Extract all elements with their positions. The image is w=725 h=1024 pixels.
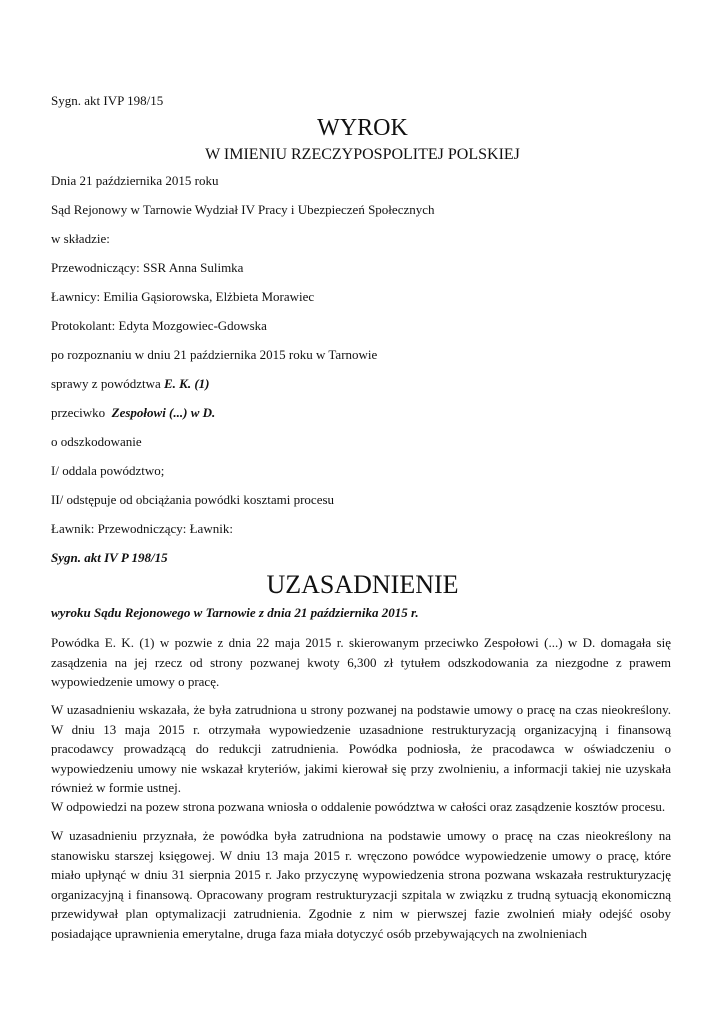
claim-prefix: sprawy z powództwa bbox=[51, 376, 164, 391]
justification-subtitle: wyroku Sądu Rejonowego w Tarnowie z dnia 21 października 2015 r. bbox=[51, 605, 419, 620]
presiding-judge: Przewodniczący: SSR Anna Sulimka bbox=[51, 260, 244, 275]
ruling-point-1: I/ oddala powództwo; bbox=[51, 463, 165, 478]
defendant-name: Zespołowi (...) w D. bbox=[111, 405, 216, 420]
paragraph-3: W odpowiedzi na pozew strona pozwana wniosła o oddalenie powództwa w całości oraz zasądzenie kosztów procesu. bbox=[51, 799, 666, 814]
paragraph-1: Powódka E. K. (1) w pozwie z dnia 22 maja 2015 r. skierowanym przeciwko Zespołowi (...) w D. domagała się zasądzenia na jej rzecz od strony pozwanej kwoty 6,300 zł tytułem odszkodowania za niezgodne z prawem wypowiedzenie umowy o pracę. bbox=[51, 635, 671, 689]
verdict-date: Dnia 21 października 2015 roku bbox=[51, 173, 219, 188]
justification-title: UZASADNIENIE bbox=[266, 570, 459, 599]
paragraph-4: W uzasadnieniu przyznała, że powódka była zatrudniona na podstawie umowy o pracę na czas nieokreślony na stanowisku starszej księgowej. W dniu 13 maja 2015 r. wręczono powódce wypowiedzenie umowy o pracę, które miało upłynąć w dniu 31 sierpnia 2015 r. Jako przyczynę wypowiedzenia strona pozwana wskazała restrukturyzację organizacyjną i finansową. Opracowany program restrukturyzacji szpitala w związku z trudną sytuacją ekonomiczną przewidywał plan optymalizacji zatrudnienia. Zgodnie z nim w pierwszej fazie zwolnień miały odejść osoby posiadające uprawnienia emerytalne, druga faza miała dotyczyć osób przebywających na zwolnieniach bbox=[51, 828, 671, 941]
lay-judges: Ławnicy: Emilia Gąsiorowska, Elżbieta Morawiec bbox=[51, 289, 315, 304]
ruling-point-2: II/ odstępuje od obciążania powódki kosztami procesu bbox=[51, 492, 335, 507]
hearing-info: po rozpoznaniu w dniu 21 października 2015 roku w Tarnowie bbox=[51, 347, 378, 362]
court-name: Sąd Rejonowy w Tarnowie Wydział IV Pracy i Ubezpieczeń Społecznych bbox=[51, 202, 435, 217]
court-clerk: Protokolant: Edyta Mozgowiec-Gdowska bbox=[51, 318, 267, 333]
case-subject: o odszkodowanie bbox=[51, 434, 142, 449]
signatures-line: Ławnik: Przewodniczący: Ławnik: bbox=[51, 521, 233, 536]
case-reference: Sygn. akt IVP 198/15 bbox=[51, 93, 164, 108]
justification-case-reference: Sygn. akt IV P 198/15 bbox=[51, 550, 168, 565]
claimant-line bbox=[51, 376, 210, 392]
verdict-title: WYROK bbox=[317, 115, 408, 141]
defendant-line bbox=[51, 405, 215, 421]
claimant-name: E. K. (1) bbox=[164, 376, 210, 391]
composition-label: w składzie: bbox=[51, 231, 110, 246]
paragraph-2: W uzasadnieniu wskazała, że była zatrudniona u strony pozwanej na podstawie umowy o pracę na czas nieokreślony. W dniu 13 maja 2015 r. otrzymała wypowiedzenie uzasadnione restrukturyzacją organizacyjną i finansową pracodawcy prowadzącą do redukcji zatrudnienia. Powódka podniosła, że pracodawca w oświadczeniu o wypowiedzeniu umowy nie wskazał kryteriów, jakimi kierował się przy zwolnieniu, a informacji takiej nie uzyskała również w formie ustnej. bbox=[51, 702, 671, 795]
against-prefix: przeciwko bbox=[51, 405, 112, 420]
verdict-subtitle: W IMIENIU RZECZYPOSPOLITEJ POLSKIEJ bbox=[205, 146, 520, 163]
